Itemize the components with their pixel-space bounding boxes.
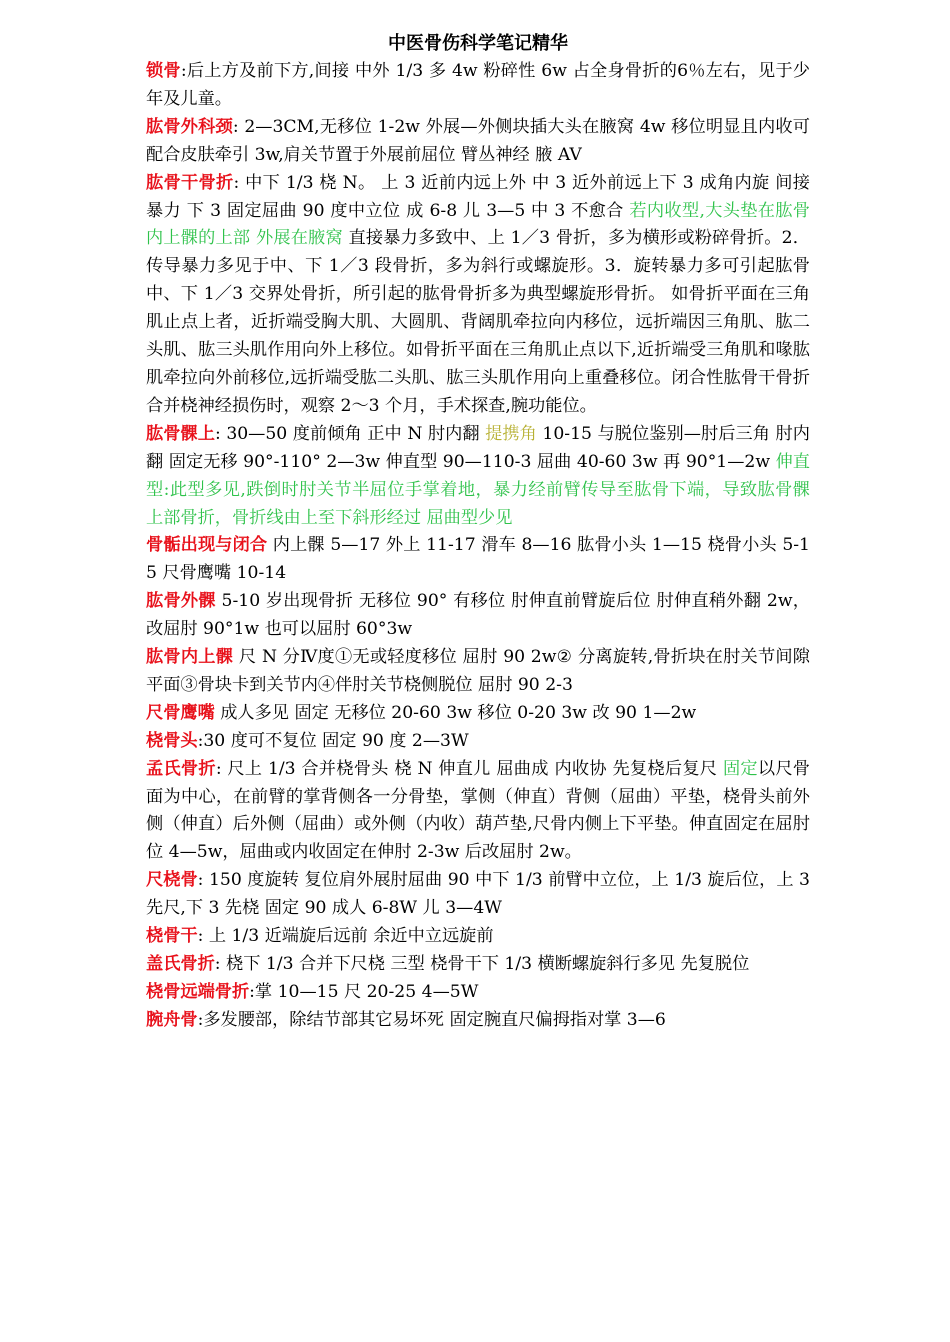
entry-olecranon xyxy=(146,700,810,728)
document-title: 中医骨伤科学笔记精华 xyxy=(388,33,568,54)
entry-distal-radius xyxy=(146,979,810,1007)
entry-term: 尺桡骨 xyxy=(146,870,198,891)
entry-radial-head xyxy=(146,728,810,756)
entry-text: : 上 1/3 近端旋后远前 余近中立远旋前 xyxy=(197,926,494,947)
entry-term: 肱骨外科颈 xyxy=(146,116,233,137)
entry-text: :多发腰部，除结节部其它易坏死 固定腕直尺偏拇指对掌 3—6 xyxy=(197,1009,666,1030)
entry-term: 锁骨 xyxy=(146,61,181,81)
entry-term: 骨骺出现与闭合 xyxy=(146,535,268,556)
entry-text: :掌 10—15 尺 20-25 4—5W xyxy=(249,981,479,1002)
entry-term: 桡骨头 xyxy=(146,730,198,751)
entry-text: 5-10 岁出现骨折 无移位 90° 有移位 肘伸直前臂旋后位 肘伸直稍外翻 2w，改屈肘 90°1w 也可以屈肘 60°3w xyxy=(146,591,810,640)
entry-radial-shaft xyxy=(146,923,810,951)
entry-scaphoid xyxy=(146,1007,810,1035)
entry-text: 10-15 与脱位鉴别—肘后三角 肘内翻 固定无移 90°-110° 2—3w 伸直型 90—110-3 屈曲 40-60 3w 再 90°1—2w xyxy=(146,423,810,472)
entry-humeral-shaft xyxy=(146,170,810,421)
entry-term: 肱骨外髁 xyxy=(146,591,216,612)
entry-text: : 30—50 度前倾角 正中 N 肘内翻 xyxy=(215,423,486,444)
entry-text: :后上方及前下方,间接 中外 1/3 多 4w 粉碎性 6w 占全身骨折的6％左右，见于少年及儿童。 xyxy=(146,61,810,109)
entry-term: 肱骨干骨折 xyxy=(146,172,234,193)
entry-text: : 2—3CM,无移位 1-2w 外展—外侧块插大头在腋窝 4w 移位明显且内收可配合皮肤牵引 3w,肩关节置于外展前屈位 臂丛神经 腋 AV xyxy=(146,116,810,165)
entry-surgical-neck xyxy=(146,114,810,170)
entry-text: : 中下 1/3 桡 N。 上 3 近前内远上外 中 3 近外前远上下 3 成角内旋 间接暴力 下 3 固定屈曲 90 度中立位 成 6-8 儿 3—5 中 3 不愈合 xyxy=(146,172,810,221)
entry-highlight: 提携角 xyxy=(485,423,537,444)
entry-term: 盖氏骨折 xyxy=(146,954,215,974)
entry-term: 肱骨内上髁 xyxy=(146,647,234,668)
entry-epiphysis xyxy=(146,532,810,588)
entry-highlight: 伸直型:此型多见,跌倒时肘关节半屈位手掌着地，暴力经前臂传导至肱骨下端，导致肱骨髁上部骨折，骨折线由上至下斜形经过 屈曲型少见 xyxy=(146,451,810,528)
entry-term: 腕舟骨 xyxy=(146,1009,198,1030)
entry-galeazzi xyxy=(146,951,810,979)
entry-text: 成人多见 固定 无移位 20-60 3w 移位 0-20 3w 改 90 1—2w xyxy=(214,702,697,723)
entry-text: 以尺骨面为中心，在前臂的掌背侧各一分骨垫，掌侧（伸直）背侧（屈曲）平垫，桡骨头前外侧（伸直）后外侧（屈曲）或外侧（内收）葫芦垫,尺骨内侧上下平垫。伸直固定在屈肘位 4—5w，屈曲或内收固定在伸肘 2-3w 后改屈肘 2w。 xyxy=(146,758,810,863)
entry-text: : 150 度旋转 复位肩外展肘屈曲 90 中下 1/3 前臂中立位，上 1/3 旋后位，上 3 先尺,下 3 先桡 固定 90 成人 6-8W 儿 3—4W xyxy=(146,870,810,919)
document-page xyxy=(146,32,810,1035)
entry-text: : 尺上 1/3 合并桡骨头 桡 N 伸直儿 屈曲成 内收协 先复桡后复尺 xyxy=(215,758,723,779)
entry-highlight: 固定 xyxy=(722,758,758,779)
entry-highlight: 若内收型,大头垫在肱骨内上髁的上部 外展在腋窝 xyxy=(146,200,810,249)
entry-term: 孟氏骨折 xyxy=(146,758,216,779)
entry-text: 直接暴力多致中、上 1／3 骨折，多为横形或粉碎骨折。2．传导暴力多见于中、下 1／3 段骨折，多为斜行或螺旋形。3．旋转暴力多可引起肱骨中、下 1／3 交界处骨折，所引起的肱骨骨折多为典型螺旋形骨折。 如骨折平面在三角肌止点上者，近折端受胸大肌、大圆肌、背阔肌牵拉向内移位，远折端因三角肌、肱二头肌、肱三头肌作用向外上移位。如骨折平面在三角肌止点以下,近折端受三角肌和喙肱肌牵拉向外前移位,远折端受肱二头肌、肱三头肌作用向上重叠移位。闭合性肱骨干骨折合并桡神经损伤时，观察 2～3 个月，手术探查,腕功能位。 xyxy=(146,228,810,416)
entry-term: 桡骨远端骨折 xyxy=(146,981,250,1002)
entry-lateral-condyle xyxy=(146,588,810,644)
entry-clavicle xyxy=(146,58,810,114)
entry-monteggia xyxy=(146,756,810,868)
entry-term: 尺骨鹰嘴 xyxy=(146,702,215,723)
entry-text: : 桡下 1/3 合并下尺桡 三型 桡骨干下 1/3 横断螺旋斜行多见 先复脱位 xyxy=(214,954,750,974)
entry-text: :30 度可不复位 固定 90 度 2—3W xyxy=(197,730,469,751)
entry-supracondylar xyxy=(146,421,810,533)
entry-text: 内上髁 5—17 外上 11-17 滑车 8—16 肱骨小头 1—15 桡骨小头 5-15 尺骨鹰嘴 10-14 xyxy=(146,535,810,584)
entry-text: 尺 N 分Ⅳ度①无或轻度移位 屈肘 90 2w② 分离旋转,骨折块在肘关节间隙平面③骨块卡到关节内④伴肘关节桡侧脱位 屈肘 90 2-3 xyxy=(146,647,810,695)
entry-term: 桡骨干 xyxy=(146,926,198,947)
entry-term: 肱骨髁上 xyxy=(146,423,215,444)
entry-medial-epicondyle xyxy=(146,644,810,700)
entry-ulna-radius xyxy=(146,867,810,923)
